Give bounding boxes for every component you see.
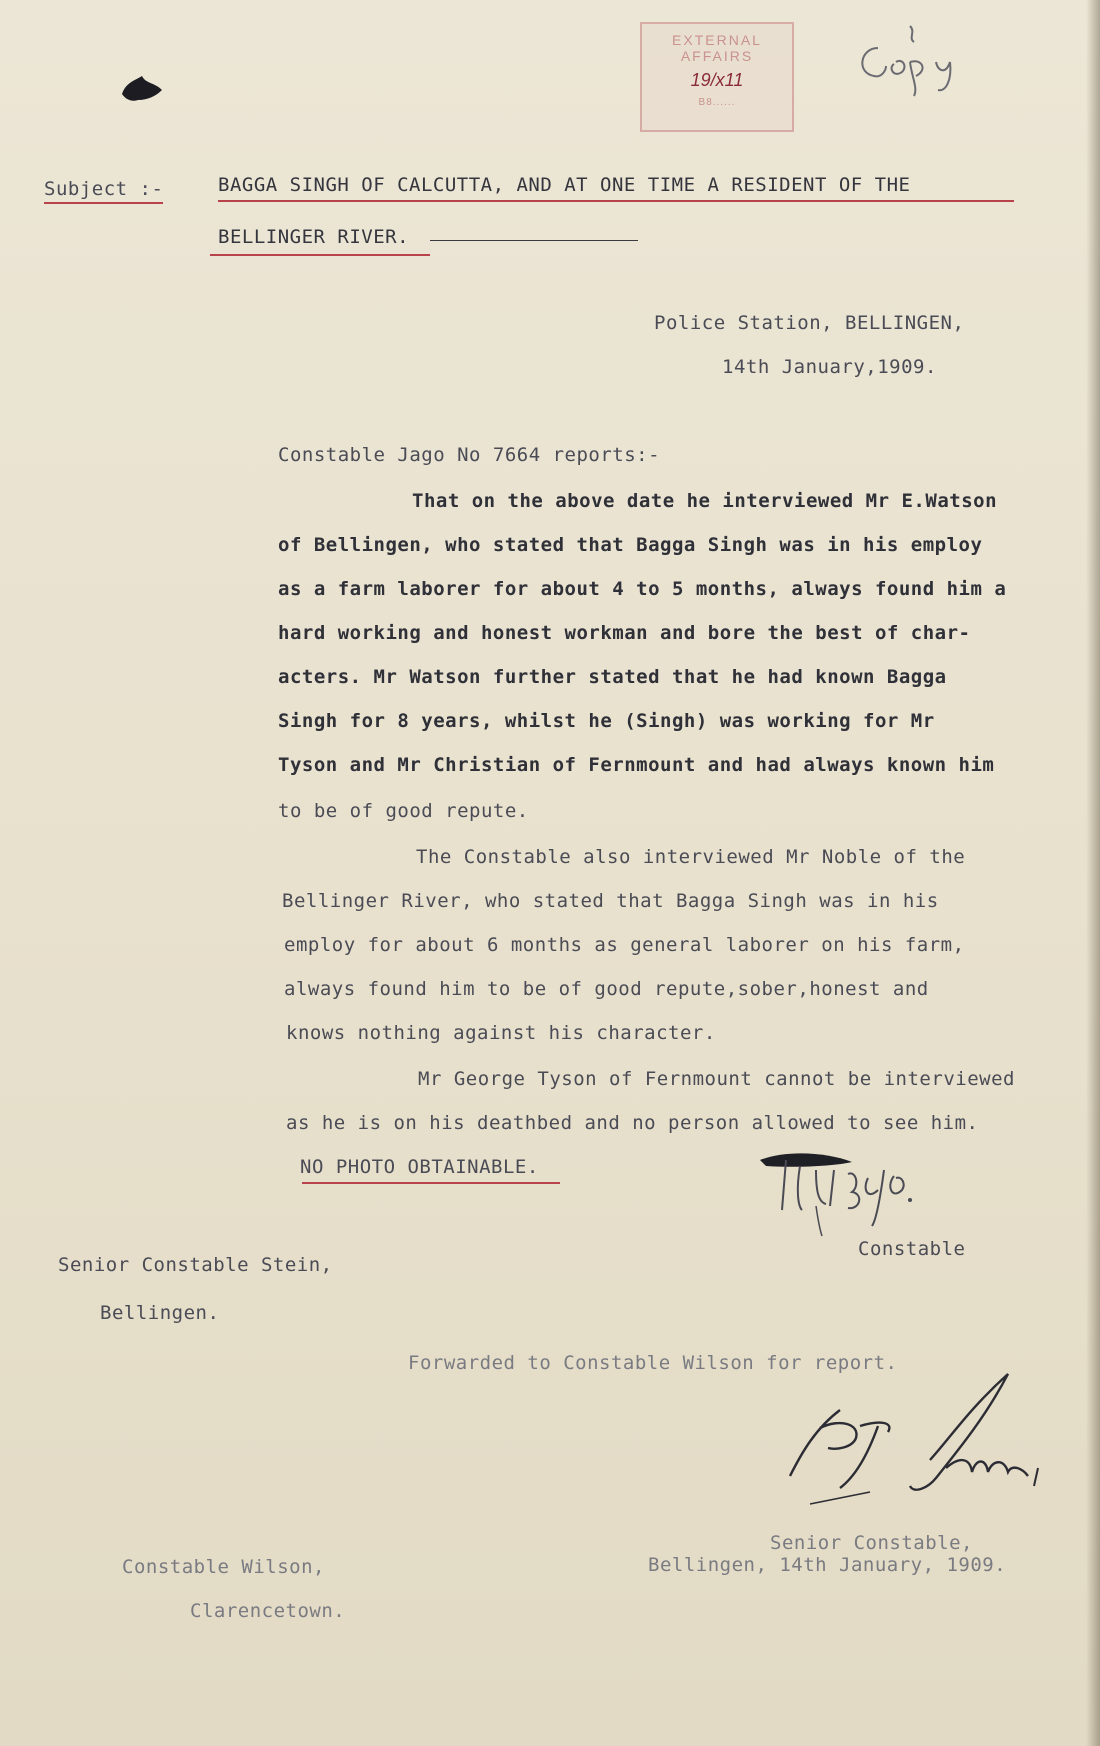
- report-line: Bellinger River, who stated that Bagga Singh was in his: [282, 890, 939, 912]
- stamp-line-4: B8......: [698, 97, 736, 108]
- jago-signature: [756, 1130, 956, 1240]
- report-line: employ for about 6 months as general laborer on his farm,: [284, 934, 965, 956]
- external-affairs-stamp: [640, 22, 794, 132]
- no-photo-note: NO PHOTO OBTAINABLE.: [300, 1156, 539, 1178]
- subject-underline-1: [218, 200, 1014, 202]
- no-photo-underline: [302, 1182, 560, 1184]
- addressee-1-place: Bellingen.: [100, 1302, 220, 1324]
- signatory-title: Constable: [858, 1238, 966, 1260]
- report-line: Mr George Tyson of Fernmount cannot be interviewed: [418, 1068, 1015, 1090]
- report-line: That on the above date he interviewed Mr E.Watson: [412, 490, 998, 512]
- subject-label: [44, 178, 163, 200]
- report-line: always found him to be of good repute,sober,honest and: [284, 978, 929, 1000]
- sender-2-place-date: Bellingen, 14th January, 1909.: [648, 1554, 1007, 1576]
- addressee-2-name: Constable Wilson,: [122, 1556, 325, 1578]
- subject-underline-2: [210, 254, 430, 256]
- subject-label-text: Subject :-: [44, 178, 163, 204]
- report-line: of Bellingen, who stated that Bagga Singh was in his employ: [278, 534, 983, 556]
- report-line: as a farm laborer for about 4 to 5 months, always found him a: [278, 578, 1007, 600]
- subject-trailing-rule: [430, 240, 638, 241]
- subject-line-2: BELLINGER RIVER.: [218, 226, 410, 248]
- stamp-line-3: 19/x11: [690, 70, 744, 90]
- report-line: Tyson and Mr Christian of Fernmount and had always known him: [278, 754, 995, 776]
- addressee-1-name: Senior Constable Stein,: [58, 1254, 333, 1276]
- report-line: acters. Mr Watson further stated that he had known Bagga: [278, 666, 947, 688]
- stamp-line-1: EXTERNAL: [672, 32, 762, 48]
- report-date: 14th January,1909.: [722, 356, 937, 378]
- forward-note: Forwarded to Constable Wilson for report.: [408, 1352, 898, 1374]
- report-line: as he is on his deathbed and no person allowed to see him.: [286, 1112, 979, 1134]
- ink-blot-mark: [118, 72, 166, 108]
- report-line: knows nothing against his character.: [286, 1022, 716, 1044]
- copy-handwritten-annotation: [850, 18, 990, 98]
- report-line: to be of good repute.: [278, 800, 529, 822]
- sender-2-title: Senior Constable,: [770, 1532, 973, 1554]
- report-line: Singh for 8 years, whilst he (Singh) was working for Mr: [278, 710, 935, 732]
- report-line: hard working and honest workman and bore the best of char-: [278, 622, 971, 644]
- stamp-line-2: AFFAIRS: [680, 48, 754, 64]
- subject-line-1: BAGGA SINGH OF CALCUTTA, AND AT ONE TIME A RESIDENT OF THE: [218, 174, 911, 196]
- report-opening: Constable Jago No 7664 reports:-: [278, 444, 661, 466]
- stein-signature: [760, 1368, 1060, 1518]
- addressee-2-place: Clarencetown.: [190, 1600, 346, 1622]
- police-station: Police Station, BELLINGEN,: [654, 312, 965, 334]
- report-line: The Constable also interviewed Mr Noble of the: [416, 846, 966, 868]
